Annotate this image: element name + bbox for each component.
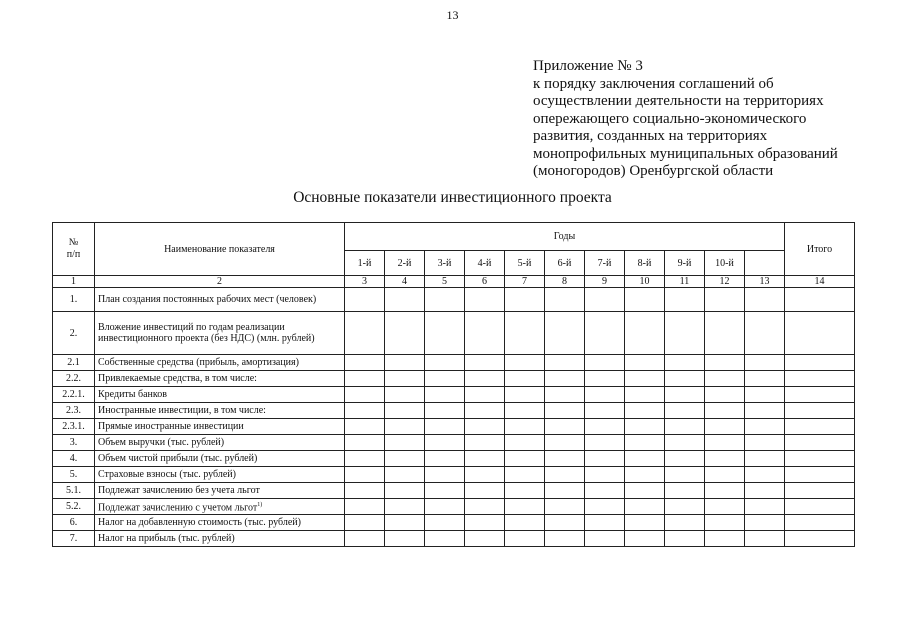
- value-cell: [785, 419, 855, 435]
- column-number: 10: [625, 276, 665, 288]
- value-cell: [345, 515, 385, 531]
- value-cell: [505, 499, 545, 515]
- value-cell: [585, 355, 625, 371]
- value-cell: [745, 419, 785, 435]
- value-cell: [505, 355, 545, 371]
- indicator-label: Привлекаемые средства, в том числе:: [98, 372, 257, 384]
- value-cell: [745, 355, 785, 371]
- indicator-label: Налог на добавленную стоимость (тыс. рублей): [98, 516, 301, 528]
- value-cell: [465, 355, 505, 371]
- column-number: 2: [95, 276, 345, 288]
- value-cell: [425, 288, 465, 312]
- value-cell: [705, 467, 745, 483]
- value-cell: [345, 451, 385, 467]
- value-cell: [705, 312, 745, 355]
- row-number: 1.: [53, 288, 95, 312]
- value-cell: [505, 435, 545, 451]
- row-number: 2.2.: [53, 371, 95, 387]
- value-cell: [665, 467, 705, 483]
- value-cell: [585, 531, 625, 547]
- column-number: 7: [505, 276, 545, 288]
- value-cell: [465, 371, 505, 387]
- value-cell: [385, 387, 425, 403]
- appendix-block: [533, 58, 838, 181]
- page-number: 13: [446, 8, 459, 22]
- value-cell: [345, 403, 385, 419]
- row-indicator-name: [95, 531, 345, 547]
- value-cell: [345, 312, 385, 355]
- row-indicator-name: [95, 312, 345, 355]
- appendix-line: к порядку заключения соглашений об: [533, 75, 774, 92]
- row-indicator-name: [95, 371, 345, 387]
- value-cell: [465, 531, 505, 547]
- value-cell: [465, 515, 505, 531]
- row-indicator-name: [95, 403, 345, 419]
- indicator-label: Собственные средства (прибыль, амортизация): [98, 356, 299, 368]
- indicators-table: [52, 222, 855, 547]
- header-year-6: 6-й: [545, 251, 585, 276]
- indicator-label: Налог на прибыль (тыс. рублей): [98, 532, 235, 544]
- value-cell: [425, 451, 465, 467]
- value-cell: [545, 403, 585, 419]
- row-indicator-name: [95, 451, 345, 467]
- value-cell: [745, 371, 785, 387]
- header-year-1: 1-й: [345, 251, 385, 276]
- value-cell: [385, 403, 425, 419]
- value-cell: [545, 515, 585, 531]
- row-indicator-name: [95, 288, 345, 312]
- value-cell: [585, 403, 625, 419]
- table-row: [53, 403, 855, 419]
- table-row: [53, 451, 855, 467]
- value-cell: [625, 387, 665, 403]
- header-name: Наименование показателя: [95, 223, 345, 276]
- value-cell: [745, 387, 785, 403]
- table-row: [53, 419, 855, 435]
- value-cell: [745, 312, 785, 355]
- row-indicator-name: [95, 499, 345, 515]
- header-years: Годы: [345, 223, 785, 251]
- value-cell: [345, 419, 385, 435]
- value-cell: [425, 499, 465, 515]
- value-cell: [705, 483, 745, 499]
- header-year-7: 7-й: [585, 251, 625, 276]
- table-row: [53, 483, 855, 499]
- table-row: [53, 371, 855, 387]
- value-cell: [745, 467, 785, 483]
- value-cell: [505, 483, 545, 499]
- value-cell: [665, 355, 705, 371]
- value-cell: [505, 387, 545, 403]
- row-number: 6.: [53, 515, 95, 531]
- value-cell: [665, 499, 705, 515]
- value-cell: [545, 387, 585, 403]
- indicator-label: Подлежат зачислению с учетом льгот: [98, 501, 258, 513]
- value-cell: [585, 499, 625, 515]
- value-cell: [545, 371, 585, 387]
- value-cell: [625, 355, 665, 371]
- table-row: [53, 355, 855, 371]
- value-cell: [385, 515, 425, 531]
- column-number: 4: [385, 276, 425, 288]
- value-cell: [465, 451, 505, 467]
- value-cell: [665, 515, 705, 531]
- value-cell: [745, 531, 785, 547]
- value-cell: [705, 288, 745, 312]
- row-indicator-name: [95, 387, 345, 403]
- appendix-line: монопрофильных муниципальных образований: [533, 145, 838, 162]
- value-cell: [665, 419, 705, 435]
- indicator-label: Вложение инвестиций по годам реализации инвестиционного проекта (без НДС) (млн. рублей): [98, 321, 315, 344]
- value-cell: [705, 531, 745, 547]
- value-cell: [585, 419, 625, 435]
- value-cell: [425, 312, 465, 355]
- row-number: 2.1: [53, 355, 95, 371]
- header-year-4: 4-й: [465, 251, 505, 276]
- value-cell: [465, 419, 505, 435]
- value-cell: [545, 499, 585, 515]
- value-cell: [345, 531, 385, 547]
- row-number: 2.2.1.: [53, 387, 95, 403]
- value-cell: [545, 355, 585, 371]
- value-cell: [625, 435, 665, 451]
- value-cell: [545, 467, 585, 483]
- value-cell: [385, 288, 425, 312]
- appendix-line: развития, созданных на территориях: [533, 128, 768, 144]
- column-number: 3: [345, 276, 385, 288]
- row-indicator-name: [95, 467, 345, 483]
- row-number: 3.: [53, 435, 95, 451]
- value-cell: [705, 403, 745, 419]
- value-cell: [345, 288, 385, 312]
- value-cell: [425, 515, 465, 531]
- value-cell: [385, 531, 425, 547]
- column-number: 13: [745, 276, 785, 288]
- value-cell: [585, 387, 625, 403]
- value-cell: [425, 483, 465, 499]
- value-cell: [425, 371, 465, 387]
- value-cell: [385, 483, 425, 499]
- table-row: [53, 515, 855, 531]
- value-cell: [425, 531, 465, 547]
- table-row: [53, 288, 855, 312]
- value-cell: [425, 467, 465, 483]
- value-cell: [625, 467, 665, 483]
- value-cell: [625, 312, 665, 355]
- column-number: 9: [585, 276, 625, 288]
- header-year-11: [745, 251, 785, 276]
- column-number: 11: [665, 276, 705, 288]
- value-cell: [385, 467, 425, 483]
- value-cell: [745, 451, 785, 467]
- value-cell: [665, 387, 705, 403]
- indicator-label: Объем выручки (тыс. рублей): [98, 436, 225, 448]
- value-cell: [465, 435, 505, 451]
- value-cell: [545, 531, 585, 547]
- value-cell: [625, 483, 665, 499]
- row-number: 4.: [53, 451, 95, 467]
- column-number: 6: [465, 276, 505, 288]
- row-indicator-name: [95, 419, 345, 435]
- value-cell: [505, 515, 545, 531]
- value-cell: [625, 371, 665, 387]
- header-year-3: 3-й: [425, 251, 465, 276]
- value-cell: [385, 451, 425, 467]
- row-indicator-name: [95, 515, 345, 531]
- value-cell: [465, 499, 505, 515]
- value-cell: [465, 467, 505, 483]
- value-cell: [665, 451, 705, 467]
- column-number: 8: [545, 276, 585, 288]
- value-cell: [505, 403, 545, 419]
- value-cell: [505, 371, 545, 387]
- value-cell: [585, 371, 625, 387]
- value-cell: [505, 531, 545, 547]
- table-row: [53, 387, 855, 403]
- value-cell: [665, 531, 705, 547]
- value-cell: [385, 312, 425, 355]
- row-number: 7.: [53, 531, 95, 547]
- value-cell: [665, 435, 705, 451]
- value-cell: [705, 499, 745, 515]
- column-number: 5: [425, 276, 465, 288]
- row-number: 5.1.: [53, 483, 95, 499]
- value-cell: [465, 312, 505, 355]
- header-total: Итого: [785, 223, 855, 276]
- indicator-label: Иностранные инвестиции, в том числе:: [98, 404, 266, 416]
- row-number: 2.3.: [53, 403, 95, 419]
- value-cell: [345, 435, 385, 451]
- value-cell: [465, 403, 505, 419]
- value-cell: [505, 312, 545, 355]
- value-cell: [345, 371, 385, 387]
- table-row: [53, 312, 855, 355]
- row-indicator-name: [95, 435, 345, 451]
- value-cell: [745, 435, 785, 451]
- value-cell: [785, 467, 855, 483]
- appendix-line: опережающего социально-экономического: [533, 110, 807, 127]
- value-cell: [745, 499, 785, 515]
- value-cell: [625, 403, 665, 419]
- value-cell: [385, 435, 425, 451]
- value-cell: [785, 355, 855, 371]
- appendix-line: (моногородов) Оренбургской области: [533, 163, 774, 179]
- header-year-5: 5-й: [505, 251, 545, 276]
- indicator-label: План создания постоянных рабочих мест (человек): [98, 293, 317, 305]
- row-number: 5.2.: [53, 499, 95, 515]
- value-cell: [625, 288, 665, 312]
- value-cell: [345, 355, 385, 371]
- value-cell: [465, 387, 505, 403]
- value-cell: [665, 403, 705, 419]
- value-cell: [625, 419, 665, 435]
- value-cell: [705, 355, 745, 371]
- value-cell: [625, 531, 665, 547]
- column-number: 1: [53, 276, 95, 288]
- header-year-2: 2-й: [385, 251, 425, 276]
- value-cell: [665, 483, 705, 499]
- value-cell: [585, 435, 625, 451]
- value-cell: [745, 483, 785, 499]
- value-cell: [665, 371, 705, 387]
- value-cell: [385, 419, 425, 435]
- value-cell: [785, 531, 855, 547]
- header-num: № п/п: [53, 223, 95, 276]
- header-year-8: 8-й: [625, 251, 665, 276]
- table-row: [53, 499, 855, 515]
- header-year-10: 10-й: [705, 251, 745, 276]
- row-indicator-name: [95, 355, 345, 371]
- table-row: [53, 467, 855, 483]
- value-cell: [625, 515, 665, 531]
- row-number: 2.: [53, 312, 95, 355]
- value-cell: [585, 312, 625, 355]
- value-cell: [425, 355, 465, 371]
- document-title: Основные показатели инвестиционного проекта: [293, 189, 612, 206]
- table-row: [53, 435, 855, 451]
- value-cell: [545, 451, 585, 467]
- value-cell: [705, 419, 745, 435]
- value-cell: [705, 435, 745, 451]
- indicator-label: Кредиты банков: [98, 388, 167, 400]
- value-cell: [345, 499, 385, 515]
- value-cell: [705, 451, 745, 467]
- value-cell: [385, 371, 425, 387]
- value-cell: [505, 467, 545, 483]
- value-cell: [705, 387, 745, 403]
- column-number: 12: [705, 276, 745, 288]
- value-cell: [585, 451, 625, 467]
- footnote-marker: 1): [257, 501, 263, 508]
- row-number: 2.3.1.: [53, 419, 95, 435]
- value-cell: [705, 515, 745, 531]
- value-cell: [585, 515, 625, 531]
- value-cell: [665, 312, 705, 355]
- value-cell: [425, 403, 465, 419]
- value-cell: [585, 467, 625, 483]
- indicator-label: Прямые иностранные инвестиции: [98, 420, 244, 432]
- value-cell: [585, 288, 625, 312]
- value-cell: [785, 403, 855, 419]
- table-row: [53, 531, 855, 547]
- row-number: 5.: [53, 467, 95, 483]
- value-cell: [625, 499, 665, 515]
- value-cell: [785, 515, 855, 531]
- value-cell: [425, 435, 465, 451]
- value-cell: [785, 312, 855, 355]
- value-cell: [785, 435, 855, 451]
- indicator-label: Объем чистой прибыли (тыс. рублей): [98, 452, 258, 464]
- indicator-label: Страховые взносы (тыс. рублей): [98, 468, 236, 480]
- value-cell: [625, 451, 665, 467]
- value-cell: [745, 515, 785, 531]
- value-cell: [425, 419, 465, 435]
- value-cell: [465, 288, 505, 312]
- row-indicator-name: [95, 483, 345, 499]
- value-cell: [545, 312, 585, 355]
- value-cell: [465, 483, 505, 499]
- value-cell: [785, 371, 855, 387]
- value-cell: [385, 355, 425, 371]
- value-cell: [785, 483, 855, 499]
- value-cell: [785, 387, 855, 403]
- value-cell: [425, 387, 465, 403]
- value-cell: [385, 499, 425, 515]
- value-cell: [745, 288, 785, 312]
- appendix-line: Приложение № 3: [533, 58, 643, 74]
- value-cell: [545, 419, 585, 435]
- column-number: 14: [785, 276, 855, 288]
- value-cell: [545, 483, 585, 499]
- value-cell: [345, 483, 385, 499]
- header-year-9: 9-й: [665, 251, 705, 276]
- value-cell: [545, 288, 585, 312]
- value-cell: [745, 403, 785, 419]
- value-cell: [545, 435, 585, 451]
- indicator-label: Подлежат зачислению без учета льгот: [98, 484, 260, 496]
- value-cell: [665, 288, 705, 312]
- value-cell: [785, 288, 855, 312]
- appendix-line: осуществлении деятельности на территориях: [533, 93, 824, 109]
- value-cell: [705, 371, 745, 387]
- value-cell: [585, 483, 625, 499]
- value-cell: [505, 288, 545, 312]
- value-cell: [505, 451, 545, 467]
- value-cell: [505, 419, 545, 435]
- value-cell: [345, 467, 385, 483]
- value-cell: [785, 451, 855, 467]
- value-cell: [785, 499, 855, 515]
- value-cell: [345, 387, 385, 403]
